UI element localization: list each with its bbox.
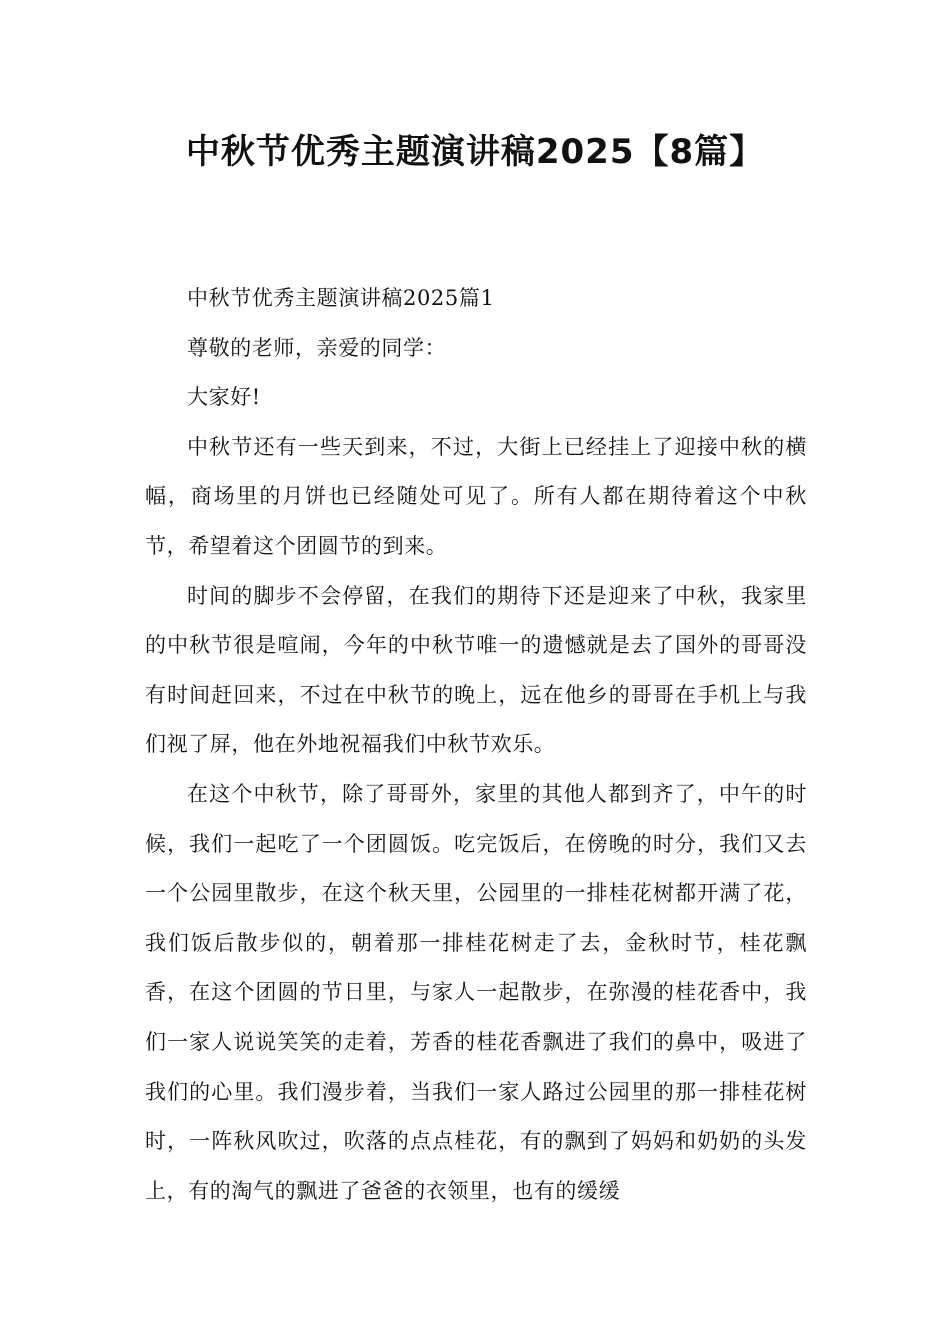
- body-paragraph: 中秋节还有一些天到来，不过，大街上已经挂上了迎接中秋的横幅，商场里的月饼也已经随处可见了。所有人都在期待着这个中秋节，希望着这个团圆节的到来。: [145, 434, 807, 558]
- salutation: 尊敬的老师，亲爱的同学：: [187, 335, 447, 360]
- document-body: [145, 274, 807, 1216]
- body-paragraph: 时间的脚步不会停留，在我们的期待下还是迎来了中秋，我家里的中秋节很是喧闹，今年的中秋节唯一的遗憾就是去了国外的哥哥没有时间赶回来，不过在中秋节的晚上，远在他乡的哥哥在手机上与我们视了屏，他在外地祝福我们中秋节欢乐。: [145, 583, 807, 757]
- greeting: 大家好!: [187, 385, 261, 410]
- section-heading: 中秋节优秀主题演讲稿2025篇1: [187, 286, 495, 310]
- document-title: 中秋节优秀主题演讲稿2025【8篇】: [185, 132, 765, 172]
- body-paragraph: 在这个中秋节，除了哥哥外，家里的其他人都到齐了，中午的时候，我们一起吃了一个团圆饭。吃完饭后，在傍晚的时分，我们又去一个公园里散步，在这个秋天里，公园里的一排桂花树都开满了花，我们饭后散步似的，朝着那一排桂花树走了去，金秋时节，桂花飘香，在这个团圆的节日里，与家人一起散步，在弥漫的桂花香中，我们一家人说说笑笑的走着，芳香的桂花香飘进了我们的鼻中，吸进了我们的心里。我们漫步着，当我们一家人路过公园里的那一排桂花树时，一阵秋风吹过，吹落的点点桂花，有的飘到了妈妈和奶奶的头发上，有的淘气的飘进了爸爸的衣领里，也有的缓缓: [145, 781, 807, 1203]
